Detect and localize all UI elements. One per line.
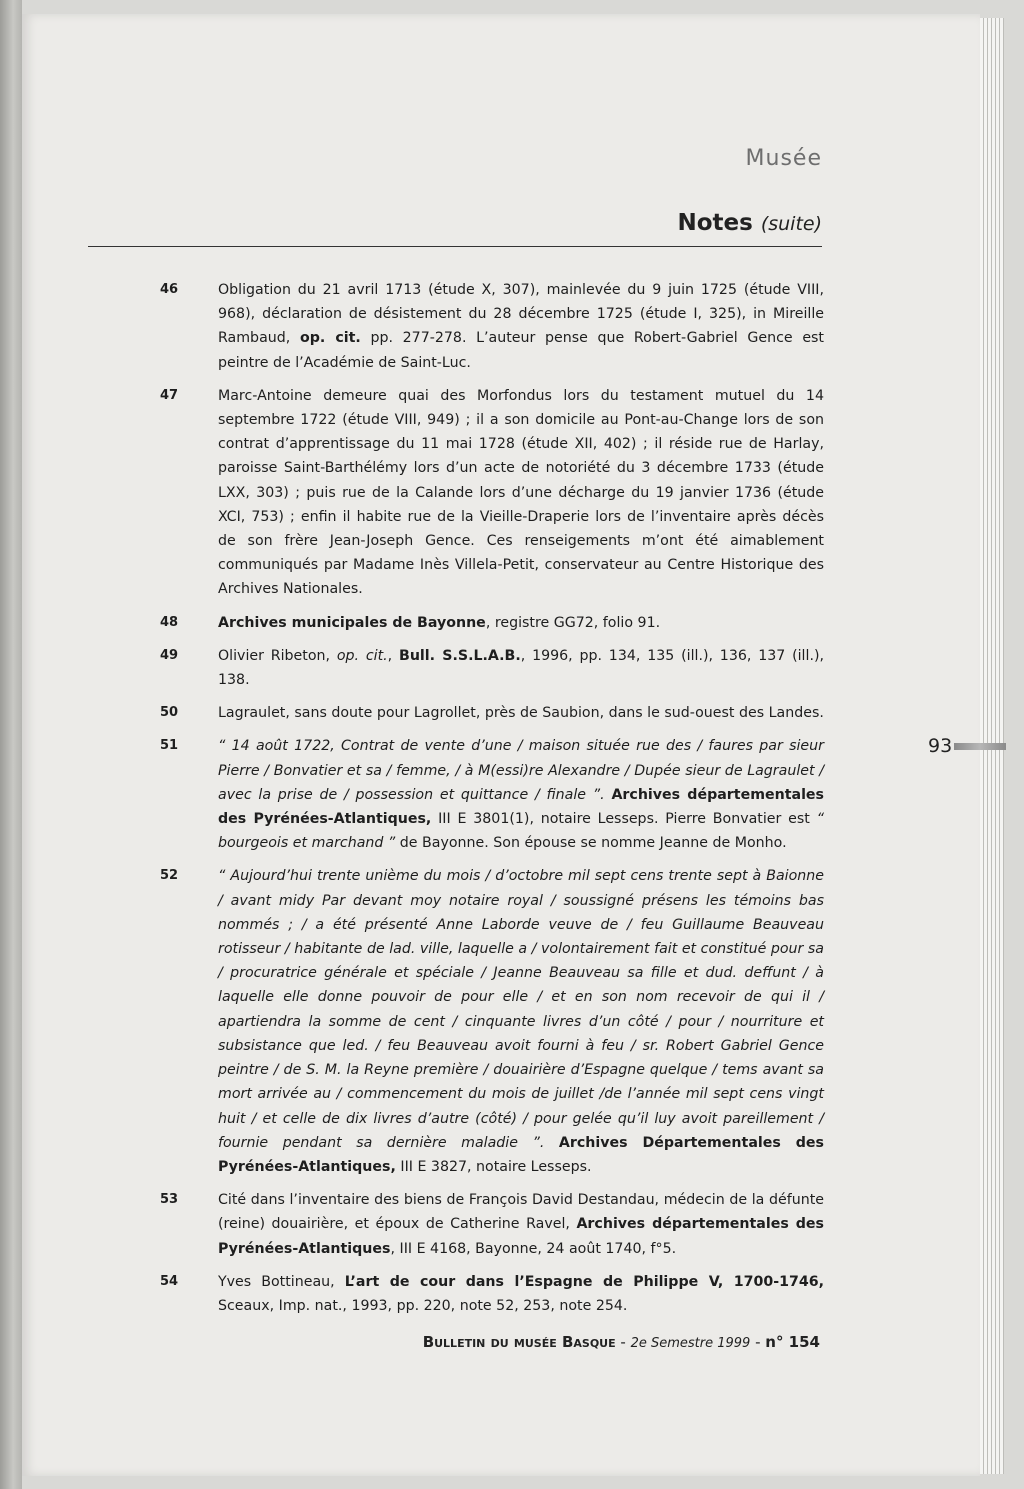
note-text	[218, 734, 824, 855]
notes-title: Notes	[677, 210, 753, 236]
note-text-segment: Archives municipales de Bayonne	[218, 614, 486, 631]
footer-issue: n° 154	[765, 1333, 820, 1351]
note-text-segment: op. cit.	[299, 330, 361, 347]
note-text-segment: “ 14 août 1722, Contrat de vente d’une / maison située rue des / faures par sieur Pierre / Bonvatier et sa / femme, / à M(essi)re Alexandre / Dupée sieur de Lagraulet / avec la prise de / possession et quittance / finale ”.	[218, 738, 824, 803]
notes-subtitle: (suite)	[760, 213, 822, 235]
note-52	[160, 864, 824, 1179]
note-text-segment: Olivier Ribeton,	[218, 647, 337, 664]
binding-edge	[0, 0, 22, 1489]
note-text-segment: pp. 277-278. L’auteur pense que Robert-Gabriel Gence est peintre de l’Académie de Saint-Luc.	[218, 330, 824, 371]
footer	[423, 1333, 820, 1351]
note-46	[160, 278, 824, 375]
note-text-segment: op. cit.	[336, 647, 388, 664]
note-text-segment: Sceaux, Imp. nat., 1993, pp. 220, note 52, 253, note 254.	[218, 1297, 628, 1314]
note-text	[218, 864, 824, 1179]
note-text-segment: Yves Bottineau,	[218, 1273, 345, 1290]
note-text-segment: de Bayonne. Son épouse se nomme Jeanne de Monho.	[395, 835, 787, 852]
page-title	[677, 210, 822, 236]
note-number: 52	[160, 868, 179, 884]
note-49	[160, 644, 824, 692]
footer-semester: 2e Semestre 1999	[630, 1336, 751, 1351]
footer-separator: -	[750, 1333, 766, 1351]
page-tab-bar	[954, 743, 1006, 750]
note-text-segment: ,	[387, 647, 399, 664]
note-number: 54	[160, 1273, 179, 1289]
note-number: 51	[160, 738, 179, 754]
note-text-segment: L’art de cour dans l’Espagne de Philippe V, 1700-1746,	[344, 1273, 824, 1290]
note-text-segment: Archives départementales des Pyrénées-Atlantiques	[218, 1216, 825, 1257]
note-text	[218, 644, 824, 692]
note-text-segment: Archives Départementales des Pyrénées-Atlantiques,	[218, 1134, 824, 1175]
notes-list	[160, 278, 824, 1327]
note-text-segment: Bull. S.S.L.A.B.	[399, 647, 521, 664]
note-text	[218, 611, 824, 635]
note-text-segment: “ Aujourd’hui trente unième du mois / d’octobre mil sept cens trente sept à Baionne / avant midy Par devant moy notaire royal / soussigné présens les témoins bas nommés ; / a été présenté Anne Laborde veuve de / feu Guillaume Beauveau rotisseur / habitante de lad. ville, laquelle a / volontairement fait et constitué pour sa / procuratrice générale et spéciale / Jeanne Beauveau sa fille et dud. deffunt / à laquelle elle donne pouvoir de pour elle / et en son nom recevoir de qui il / apartiendra la somme de cent / cinquante livres d’un côté / pour / nourriture et subsistance que led. / feu Beauveau avoit fourni à feu / sr. Robert Gabriel Gence peintre / de S. M. la Reyne première / douairière d’Espagne quelque / tems avant sa mort arrivée au / commencement du mois de juillet /de l’année mil sept cens vingt huit / et celle de dix livres d’autre (côté) / pour gelée qu’il luy avoit pareillement / fournie pendant sa dernière maladie ”.	[218, 868, 824, 1151]
note-text-segment: Obligation du 21 avril 1713 (étude X, 307), mainlevée du 9 juin 1725 (étude VIII, 968), déclaration de désistement du 28 décembre 1725 (étude I, 325), in Mireille Rambaud,	[218, 282, 824, 347]
note-53	[160, 1188, 824, 1261]
note-text-segment: , registre GG72, folio 91.	[485, 614, 661, 631]
title-rule	[88, 246, 822, 247]
note-text	[218, 701, 824, 725]
section-header: Musée	[745, 146, 822, 171]
note-number: 50	[160, 705, 179, 721]
note-text-segment: Marc-Antoine demeure quai des Morfondus lors du testament mutuel du 14 septembre 1722 (étude VIII, 949) ; il a son domicile au Pont-au-Change lors de son contrat d’apprentissage du 11 mai 1728 (étude XII, 402) ; il réside rue de Harlay, paroisse Saint-Barthélémy lors d’un acte de notoriété du 3 décembre 1733 (étude LXX, 303) ; puis rue de la Calande lors d’une décharge du 19 janvier 1736 (étude XCI, 753) ; enfin il habite rue de la Vieille-Draperie lors de l’inventaire après décès de son frère Jean-Joseph Gence. Ces renseigements m’ont été aimablement communiqués par Madame Inès Villela-Petit, conservateur au Centre Historique des Archives Nationales.	[218, 387, 824, 598]
note-text	[218, 1188, 824, 1261]
note-number: 48	[160, 614, 179, 630]
note-text-segment: Cité dans l’inventaire des biens de François David Destandau, médecin de la défunte (reine) douairière, et époux de Catherine Ravel,	[218, 1192, 824, 1233]
note-number: 49	[160, 647, 179, 663]
note-51	[160, 734, 824, 855]
note-number: 47	[160, 387, 179, 403]
note-text-segment: Archives départementales des Pyrénées-Atlantiques,	[218, 786, 824, 828]
page-number-tab	[928, 735, 1006, 757]
note-number: 46	[160, 282, 179, 297]
note-text-segment: III E 3801(1), notaire Lesseps. Pierre Bonvatier est	[431, 811, 817, 828]
note-text-segment: , 1996, pp. 134, 135 (ill.), 136, 137 (ill.), 138.	[218, 647, 824, 689]
note-text	[218, 1270, 824, 1318]
note-54	[160, 1270, 824, 1318]
note-number: 53	[160, 1192, 179, 1208]
note-text-segment: , III E 4168, Bayonne, 24 août 1740, f°5.	[390, 1240, 677, 1257]
note-47	[160, 384, 824, 602]
note-text	[218, 384, 824, 602]
note-text-segment: III E 3827, notaire Lesseps.	[395, 1158, 592, 1175]
page-number: 93	[928, 735, 953, 757]
note-text-segment: “ bourgeois et marchand ”	[218, 811, 825, 852]
note-48	[160, 611, 824, 635]
note-50	[160, 701, 824, 725]
note-text-segment: Lagraulet, sans doute pour Lagrollet, près de Saubion, dans le sud-ouest des Landes.	[218, 705, 824, 722]
footer-separator: -	[615, 1333, 631, 1351]
note-text	[218, 278, 824, 375]
footer-journal: Bulletin du musée Basque	[422, 1333, 616, 1351]
